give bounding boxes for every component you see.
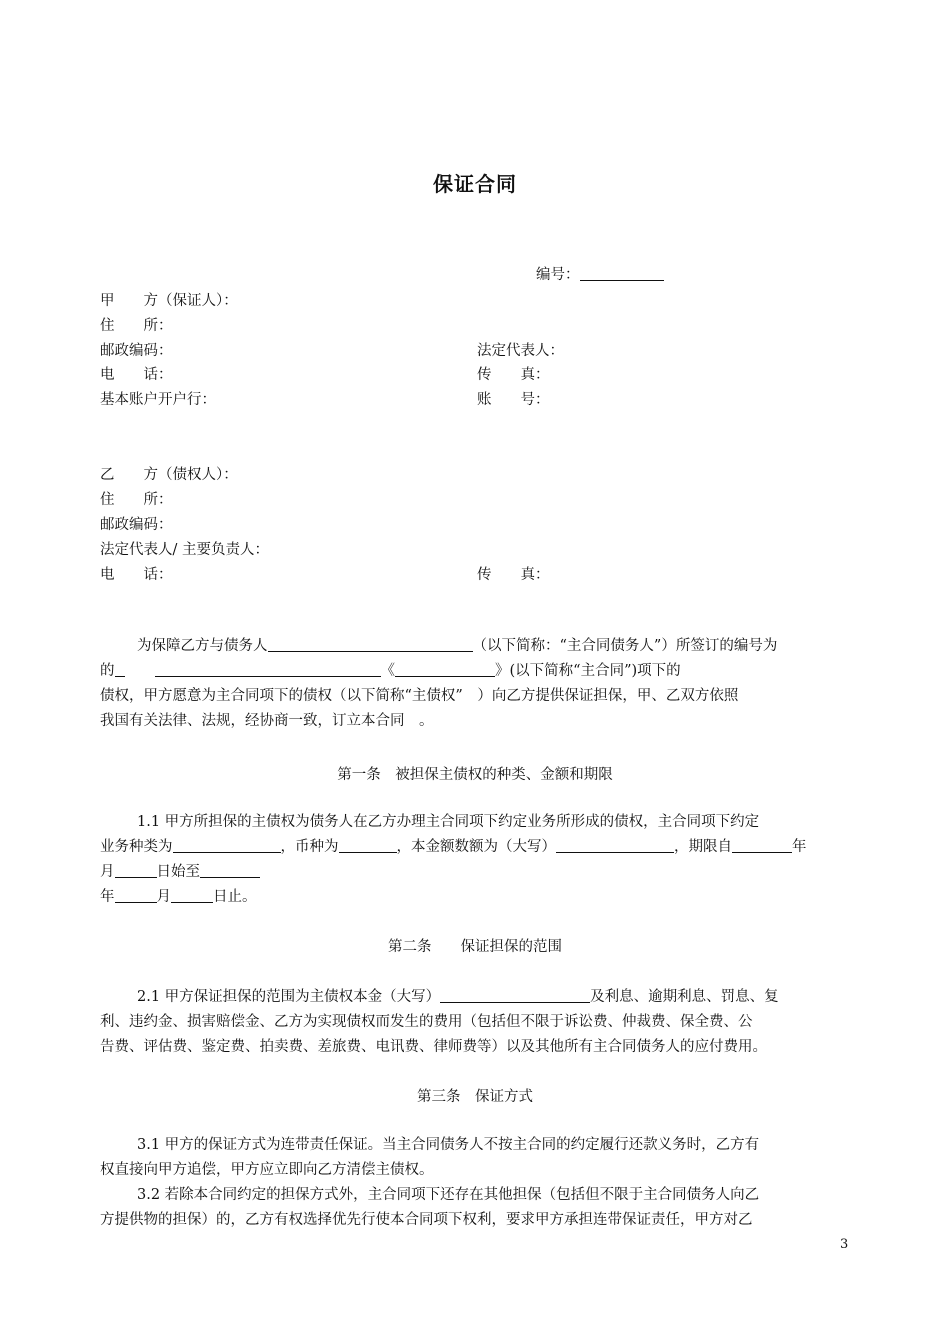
article-3-p1-line-2: 权直接向甲方追偿，甲方应立即向乙方清偿主债权。 [100, 1162, 434, 1178]
article-2-text: 及利息、逾期利息、罚息、复 [590, 989, 779, 1005]
article-1-text: ，期限自 [674, 839, 732, 855]
party-b-heading: 乙 方（债权人）： [100, 467, 238, 483]
party-a-phone: 电 话： [100, 367, 173, 383]
article-3-p2-line-2: 方提供物的担保）的，乙方有权选择优先行使本合同项下权利，要求甲方承担连带保证责任，甲方对乙 [100, 1212, 753, 1228]
article-1-text: 日止。 [213, 889, 257, 905]
article-2-line-3: 告费、评估费、鉴定费、拍卖费、差旅费、电讯费、律师费等）以及其他所有主合同债务人的应付费用。 [100, 1039, 767, 1055]
amount-blank [556, 838, 674, 853]
preamble-line-4: 我国有关法律、法规，经协商一致，订立本合同 。 [100, 713, 434, 729]
article-2-body [100, 985, 852, 1060]
preamble-text: （以下简称：“主合同债务人”）所签订的编号为 [472, 638, 778, 654]
article-1-text: 年 [792, 839, 807, 855]
article-2-line-2: 利、违约金、损害赔偿金、乙方为实现债权而发生的费用（包括但不限于诉讼费、仲裁费、保全费、公 [100, 1014, 753, 1030]
currency-blank [339, 838, 397, 853]
end-month-blank [171, 888, 213, 903]
party-a-postcode: 邮政编码： [100, 343, 173, 359]
article-1-text: 业务种类为 [100, 839, 173, 855]
article-1-text: 月 [100, 864, 115, 880]
party-a-legal-rep: 法定代表人： [477, 343, 564, 359]
party-a-account: 账 号： [477, 392, 550, 408]
article-3-p1-line-1: 3.1 甲方的保证方式为连带责任保证。当主合同债务人不按主合同的约定履行还款义务时，乙方有 [137, 1137, 760, 1153]
contract-number-label: 编号： [536, 267, 580, 283]
preamble-text: 《 [380, 663, 395, 679]
main-contract-name-blank [395, 662, 495, 677]
article-1-text: ，币种为 [280, 839, 339, 855]
start-month-blank [115, 863, 157, 878]
preamble [100, 634, 852, 734]
contract-number [536, 263, 664, 284]
end-blank [200, 863, 260, 878]
main-contract-number-blank [155, 662, 381, 677]
article-1-text: ，本金额数额为（大写） [396, 839, 556, 855]
business-type-blank [173, 838, 281, 853]
article-1-heading: 第一条 被担保主债权的种类、金额和期限 [337, 767, 613, 783]
article-1-text: 月 [156, 889, 171, 905]
contract-number-blank [580, 266, 664, 281]
preamble-text: 为保障乙方与债务人 [137, 638, 268, 654]
party-b-postcode: 邮政编码： [100, 517, 173, 533]
end-year-blank [115, 888, 157, 903]
article-1-text: 日始至 [156, 864, 200, 880]
article-1-line-1: 1.1 甲方所担保的主债权为债务人在乙方办理主合同项下约定业务所形成的债权，主合同项下约定 [137, 814, 760, 830]
party-a-bank: 基本账户开户行： [100, 392, 216, 408]
article-1-text: 年 [100, 889, 115, 905]
debtor-blank [268, 637, 473, 652]
principal-amount-blank [440, 988, 590, 1003]
party-b-fax: 传 真： [477, 567, 550, 583]
party-b-address: 住 所： [100, 492, 173, 508]
start-year-blank [732, 838, 792, 853]
preamble-line-3: 债权，甲方愿意为主合同项下的债权（以下简称“主债权” ）向乙方提供保证担保，甲、乙双方依照 [100, 688, 739, 704]
article-2-text: 2.1 甲方保证担保的范围为主债权本金（大写） [137, 989, 441, 1005]
party-a-fax: 传 真： [477, 367, 550, 383]
preamble-text: 》(以下简称“主合同”)项下的 [495, 663, 681, 679]
party-b-phone: 电 话： [100, 567, 173, 583]
party-a-address: 住 所： [100, 318, 173, 334]
party-a-heading: 甲 方（保证人）： [100, 293, 238, 309]
preamble-text: 的 [100, 663, 115, 679]
blank-short [115, 662, 125, 677]
article-1-body [100, 810, 852, 910]
article-3-p2-line-1: 3.2 若除本合同约定的担保方式外，主合同项下还存在其他担保（包括但不限于主合同债务人向乙 [137, 1187, 760, 1203]
article-3-heading: 第三条 保证方式 [417, 1089, 533, 1105]
article-3-body [100, 1133, 852, 1233]
document-title: 保证合同 [433, 172, 517, 196]
page-number: 3 [840, 1237, 849, 1252]
article-2-heading: 第二条 保证担保的范围 [388, 939, 562, 955]
party-b-legal-rep: 法定代表人/ 主要负责人： [100, 542, 269, 558]
